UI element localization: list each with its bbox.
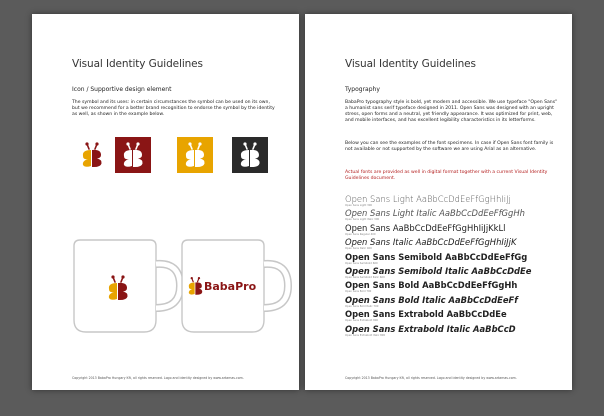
right-page-title: Visual Identity Guidelines xyxy=(345,58,476,70)
specimen-caption: Open Sans Extrabold Italic 800 xyxy=(345,333,386,337)
right-page xyxy=(305,14,572,390)
babapro-butterfly-logo-icon xyxy=(182,141,208,169)
specimen-caption: Open Sans Italic 400 xyxy=(345,247,372,251)
babapro-butterfly-logo-icon xyxy=(79,141,105,169)
specimen-caption: Open Sans Semibold Italic 600 xyxy=(345,275,385,279)
specimen-text: Open Sans Italic AaBbCcDdEeFfGgHhIiJjK xyxy=(345,237,517,248)
specimen-caption: Open Sans Light Italic 300 xyxy=(345,218,380,222)
typography-intro: BabaPro typography style is bold, yet modern and accessible. We use typeface "Open Sans" a humanist sans serif typeface designed in 2011. Open Sans was designed with an upright stress, open forms and a neutral, yet friendly appearance. It was optimized for print, web, and mobile interfaces, and has excellent legibility characteristics in its letterforms. xyxy=(345,100,558,124)
font-specimen xyxy=(345,238,565,252)
specimen-text: Open Sans Light AaBbCcDdEeFfGgHhIiJj xyxy=(345,194,511,204)
font-specimen xyxy=(345,209,565,223)
typography-digital-note: Actual fonts are provided as well in digital format together with a current Visual Identity Guidelines document. xyxy=(345,170,548,182)
specimen-caption: Open Sans Light 300 xyxy=(345,204,373,207)
left-page-body: The symbol and its uses: in certain circumstances the symbol can be used on its own, but we recommend for a better brand recognition to endorse the symbol by the identity as well, as shown in the example below. xyxy=(72,100,275,118)
left-page-subhead: Icon / Supportive design element xyxy=(72,86,172,93)
logo-icon-dark-bg xyxy=(232,137,268,173)
specimen-text: Open Sans Semibold Italic AaBbCcDdEe xyxy=(345,265,532,276)
babapro-butterfly-logo-icon xyxy=(120,141,146,169)
right-page-footer: Copyright 2013 BabaPro Hungary Kft, all rights reserved. Logo and identity designed by www.artamas.com. xyxy=(345,376,517,380)
specimen-caption: Open Sans Regular 400 xyxy=(345,232,376,236)
specimen-text: Open Sans Bold Italic AaBbCcDdEeFf xyxy=(345,294,518,305)
left-page xyxy=(32,14,299,390)
specimen-caption: Open Sans Bold 700 xyxy=(345,290,372,294)
specimen-text: Open Sans Semibold AaBbCcDdEeFfGg xyxy=(345,251,528,262)
font-specimen xyxy=(345,325,565,339)
specimen-text: Open Sans Extrabold AaBbCcDdEe xyxy=(345,309,507,320)
font-specimen-list xyxy=(345,195,565,339)
typography-fallback-note: Below you can see the examples of the font specimens. In case if Open Sans font family is not available or not supported by the software we are using Arial as an alternative. xyxy=(345,141,554,153)
right-page-subhead: Typography xyxy=(345,86,380,93)
font-specimen xyxy=(345,296,565,310)
mug-with-icon xyxy=(72,236,184,336)
mug-with-logo xyxy=(180,236,292,336)
font-specimen xyxy=(345,267,565,281)
specimen-text: Open Sans Bold AaBbCcDdEeFfGgHh xyxy=(345,280,518,291)
font-specimen xyxy=(345,195,565,209)
font-specimen xyxy=(345,224,565,238)
mug-brand-name: BabaPro xyxy=(204,280,257,293)
specimen-text: Open Sans Light Italic AaBbCcDdEeFfGgHh xyxy=(345,208,525,219)
babapro-butterfly-logo-icon xyxy=(237,141,263,169)
specimen-caption: Open Sans Extrabold 800 xyxy=(345,319,379,323)
specimen-caption: Open Sans Semibold 600 xyxy=(345,261,378,265)
logo-icon-white-bg xyxy=(74,137,110,173)
left-page-title: Visual Identity Guidelines xyxy=(72,58,203,70)
logo-icon-yellow-bg xyxy=(177,137,213,173)
font-specimen xyxy=(345,310,565,324)
font-specimen xyxy=(345,281,565,295)
specimen-text: Open Sans AaBbCcDdEeFfGgHhIiJjKkLl xyxy=(345,222,506,233)
left-page-footer: Copyright 2013 BabaPro Hungary Kft, all rights reserved. Logo and identity designed by www.artamas.com. xyxy=(72,376,244,380)
font-specimen xyxy=(345,253,565,267)
specimen-caption: Open Sans Bold Italic 700 xyxy=(345,304,379,308)
logo-icon-red-bg xyxy=(115,137,151,173)
specimen-text: Open Sans Extrabold Italic AaBbCcD xyxy=(345,323,516,334)
